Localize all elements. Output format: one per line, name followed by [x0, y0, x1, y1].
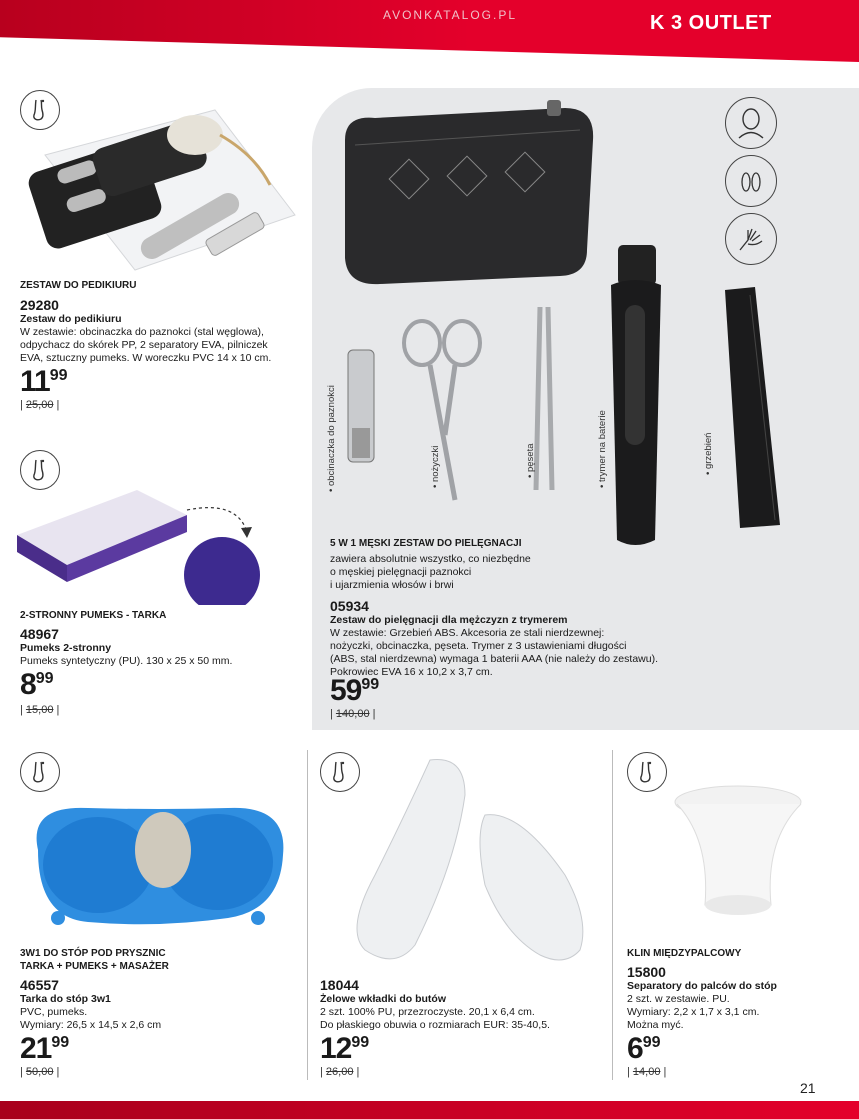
wedge-code: 15800 — [627, 964, 666, 980]
feet-icon — [725, 155, 777, 207]
wedge-name: Separatory do palców do stóp — [627, 980, 777, 992]
shower-price: $21^{99}$ — [20, 1032, 70, 1065]
wedge-heading: KLIN MIĘDZYPALCOWY — [627, 948, 742, 959]
pedicure-code: 29280 — [20, 297, 59, 313]
pedicure-heading: ZESTAW DO PEDIKIURU — [20, 280, 137, 291]
foot-icon — [20, 752, 60, 792]
section-tag: K 3 OUTLET — [650, 12, 772, 34]
men-set-code: 05934 — [330, 598, 369, 614]
wedge-old-price: | 14,00 | — [627, 1066, 667, 1078]
foot-icon — [627, 752, 667, 792]
label-tweezers: • pęseta — [525, 443, 536, 478]
men-set-desc-1: W zestawie: Grzebień ABS. Akcesoria ze stali nierdzewnej: — [330, 627, 605, 639]
insoles-desc-1: 2 szt. 100% PU, przezroczyste. 20,1 x 6,4 cm. — [320, 1006, 535, 1018]
pedicure-name: Zestaw do pedikiuru — [20, 313, 122, 325]
pedicure-price: $11^{99}$ — [20, 365, 68, 398]
shower-desc-1: PVC, pumeks. — [20, 1006, 88, 1018]
pumice-heading: 2-STRONNY PUMEKS - TARKA — [20, 610, 167, 621]
trimmer-image — [603, 245, 668, 550]
hand-icon — [725, 213, 777, 265]
pumice-desc-1: Pumeks syntetyczny (PU). 130 x 25 x 50 mm. — [20, 655, 233, 667]
men-set-desc-4: Pokrowiec EVA 16 x 10,2 x 3,7 cm. — [330, 666, 493, 678]
column-divider — [612, 750, 613, 1080]
men-set-heading: 5 W 1 MĘSKI ZESTAW DO PIELĘGNACJI — [330, 538, 522, 549]
scissors-image — [400, 315, 485, 505]
case-image — [325, 100, 605, 290]
shower-desc-2: Wymiary: 26,5 x 14,5 x 2,6 cm — [20, 1019, 162, 1031]
pedicure-desc-2: odpychacz do skórek PP, 2 separatory EVA, pilniczek — [20, 339, 268, 351]
page-number: 21 — [800, 1080, 816, 1096]
insoles-code: 18044 — [320, 977, 359, 993]
men-set-price: $59^{99}$ — [330, 674, 380, 707]
label-clipper: • obcinaczka do paznokci — [326, 385, 337, 492]
label-comb: • grzebień — [703, 432, 714, 475]
insoles-desc-2: Do płaskiego obuwia o rozmiarach EUR: 35-40,5. — [320, 1019, 550, 1031]
pumice-old-price: | 15,00 | — [20, 704, 60, 716]
men-set-tagline-2: o męskiej pielęgnacji paznokci — [330, 566, 472, 578]
pumice-price: $8^{99}$ — [20, 668, 54, 701]
column-divider — [307, 750, 308, 1080]
pedicure-desc-1: W zestawie: obcinaczka do paznokci (stal węglowa), — [20, 326, 264, 338]
men-set-desc-2: nożyczki, obcinaczka, pęseta. Trymer z 3 ustawieniami długości — [330, 640, 627, 652]
men-set-tagline-1: zawiera absolutnie wszystko, co niezbędne — [330, 553, 531, 565]
insoles-old-price: | 26,00 | — [320, 1066, 360, 1078]
shower-heading-2: TARKA + PUMEKS + MASAŻER — [20, 961, 169, 972]
pedicure-set-image — [25, 95, 315, 280]
toe-separator-image — [665, 780, 815, 930]
wedge-price: $6^{99}$ — [627, 1032, 661, 1065]
pumice-image — [12, 470, 272, 605]
wedge-desc-2: Wymiary: 2,2 x 1,7 x 3,1 cm. — [627, 1006, 760, 1018]
pumice-name: Pumeks 2-stronny — [20, 642, 112, 654]
shower-scrubber-image — [18, 790, 298, 940]
wedge-desc-1: 2 szt. w zestawie. PU. — [627, 993, 730, 1005]
shower-heading-1: 3W1 DO STÓP POD PRYSZNIC — [20, 948, 166, 959]
gel-insoles-image — [335, 755, 605, 965]
footer-band — [0, 1101, 859, 1119]
pedicure-desc-3: EVA, sztuczny pumeks. W woreczku PVC 14 x 10 cm. — [20, 352, 272, 364]
shower-old-price: | 50,00 | — [20, 1066, 60, 1078]
insoles-name: Żelowe wkładki do butów — [320, 993, 447, 1005]
watermark: AVONKATALOG.PL — [382, 8, 518, 22]
men-set-desc-3: (ABS, stal nierdzewna) wymaga 1 baterii AAA (nie należy do zestawu). — [330, 653, 658, 665]
face-icon — [725, 97, 777, 149]
men-set-name: Zestaw do pielęgnacji dla mężczyzn z trymerem — [330, 614, 568, 626]
wedge-desc-3: Można myć. — [627, 1019, 684, 1031]
pumice-code: 48967 — [20, 626, 59, 642]
shower-code: 46557 — [20, 977, 59, 993]
pedicure-old-price: | 25,00 | — [20, 399, 60, 411]
men-set-tagline-3: i ujarzmienia włosów i brwi — [330, 579, 454, 591]
insoles-price: $12^{99}$ — [320, 1032, 370, 1065]
shower-name: Tarka do stóp 3w1 — [20, 993, 111, 1005]
label-trimmer: • trymer na baterie — [597, 410, 608, 488]
label-scissors: • nożyczki — [430, 445, 441, 488]
nail-clipper-image — [342, 348, 382, 468]
comb-image — [720, 285, 785, 530]
men-set-old-price: | 140,00 | — [330, 708, 376, 720]
